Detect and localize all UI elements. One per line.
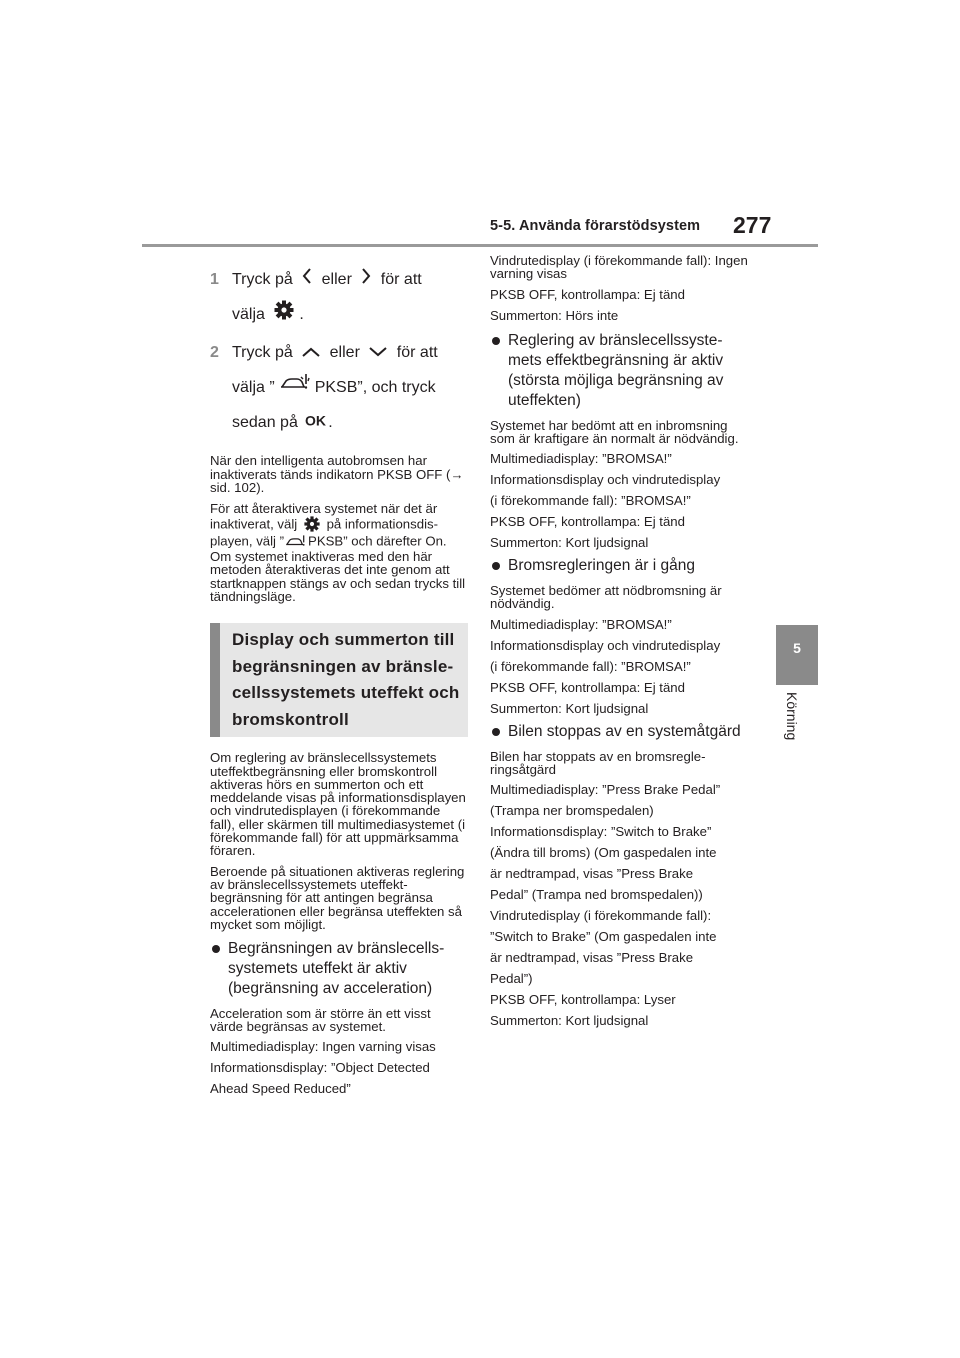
section-heading: 5-5. Använda förarstödsystem [490,218,701,234]
text-line: (i förekommande fall): ”BROMSA!” [490,658,691,674]
chevron-right-icon [361,262,371,297]
paragraph: Acceleration som är större än ett visst värde begränsas av systemet. [210,1006,431,1035]
paragraph: Bilen har stoppats av en bromsregleringsåtgärd [490,748,706,778]
ok-button-icon [305,405,327,440]
text-line: (i förekommande fall): ”BROMSA!” [490,493,691,509]
paragraph: Systemet bedömer att nödbromsning är nödvändig. [490,583,722,612]
text-line: Multimediadisplay: ”BROMSA!” [490,616,672,632]
step-text: eller [329,343,360,361]
pksb-car-icon [285,534,307,550]
bullet-heading: Bromsregleringen är i gång [490,556,750,576]
text-line: ”Switch to Brake” (Om gaspedalen inte [490,929,717,945]
text-line: (Ändra till broms) (Om gaspedalen inte [490,845,717,861]
left-column [210,262,466,1099]
text-line: Summerton: Kort ljudsignal [490,1013,649,1029]
step-text: för att [380,271,422,288]
paragraph: Om reglering av bränslecellssystemets uteffektbegränsning eller bromskontroll aktiveras hörs en summerton och ett meddelande visas på informationsdisplayen och vindrutedisplayen (i förekommande fall), eller skärmen till multimediasystemet (i förekommande fall) för att uppmärksamma föraren. [210,750,466,859]
text-line: Multimediadisplay: Ingen varning visas [210,1038,436,1054]
chevron-up-icon [302,335,320,370]
text-line: PKSB OFF, kontrollampa: Ej tänd [490,514,685,530]
text-line: Multimediadisplay: ”BROMSA!” [490,451,672,467]
step-text: välja [232,306,265,324]
gear-icon [304,516,320,534]
text-line: Pedal” (Trampa ned bromspedalen)) [490,887,703,903]
text-line: Summerton: Kort ljudsignal [490,535,649,551]
text-line: PKSB OFF, kontrollampa: Ej tänd [490,679,685,695]
text-line: Summerton: Hörs inte [490,307,619,323]
step-text: för att [396,343,438,361]
text-line: PKSB OFF, kontrollampa: Ej tänd [490,286,685,302]
section-title-box: Display och summerton till begränsningen av bränslecellssystemets uteffekt och bromskontroll [210,623,468,737]
svg-text:OK: OK [305,413,327,428]
note-reactivate: För att återaktivera systemet när det är inaktiverat, välj på informationsdisplayen, välj ” PKSB” och därefter On. Om systemet inaktiveras med den här metoden återaktiveras det inte genom att startknappen stängs av och sedan trycks till tändningsläge. [210,501,466,604]
chapter-tab-label: Körning [784,692,800,741]
step-text: eller [321,271,352,288]
step-1 [210,262,466,333]
step-text: . [299,306,304,324]
text-line: är nedtrampad, visas ”Press Brake [490,950,694,966]
paragraph: Systemet har bedömt att en inbromsning som är kraftigare än normalt är nödvändig. [490,417,739,446]
chevron-left-icon [302,262,312,297]
text-line: Informationsdisplay och vindrutedisplay [490,637,721,653]
text-line: Informationsdisplay: ”Object Detected [210,1059,430,1075]
bullet-heading: Begränsningen av bränslecellssystemets uteffekt är aktiv (begränsning av acceleration) [210,939,466,999]
gear-icon [274,298,294,333]
text-line: Vindrutedisplay (i förekommande fall): [490,908,712,924]
right-column [490,254,750,1031]
step-text: sedan på [232,414,298,432]
text-line: Informationsdisplay: ”Switch to Brake” [490,824,712,840]
paragraph: Vindrutedisplay (i förekommande fall): Ingen varning visas [490,253,748,282]
text-line: Ahead Speed Reduced” [210,1080,351,1096]
bullet-heading: Bilen stoppas av en systemåtgärd [490,722,750,742]
text-line: Informationsdisplay och vindrutedisplay [490,472,721,488]
bullet-heading: Reglering av bränslecellssystemets effektbegränsning är aktiv (största möjliga begränsning av uteffekten) [490,331,750,411]
step-text: . [328,414,333,432]
chevron-down-icon [369,335,387,370]
step-number: 1 [210,271,219,288]
text-line: är nedtrampad, visas ”Press Brake [490,866,694,882]
step-text: välja ” [232,378,275,396]
step-text: PKSB”, och tryck [314,378,436,396]
step-2 [210,335,466,441]
chapter-tab-number: 5 [793,640,801,656]
text-line: PKSB OFF, kontrollampa: Lyser [490,992,676,1008]
text-line: Summerton: Kort ljudsignal [490,700,649,716]
pksb-car-icon [280,370,310,405]
note-pksb-off: När den intelligenta autobromsen har inaktiverats tänds indikatorn PKSB OFF (→ sid. 102). [210,453,464,495]
step-number: 2 [210,343,219,361]
header-rule [142,244,818,247]
text-line: Pedal”) [490,971,533,987]
step-text: Tryck på [232,271,293,288]
text-line: (Trampa ner bromspedalen) [490,803,654,819]
paragraph: Beroende på situationen aktiveras reglering av bränslecellssystemets uteffektbegränsning för att antingen begränsa accelerationen eller begränsa uteffekten så mycket som möjligt. [210,863,465,932]
page-number: 277 [733,212,772,238]
step-text: Tryck på [232,343,293,361]
text-line: Multimediadisplay: ”Press Brake Pedal” [490,782,721,798]
